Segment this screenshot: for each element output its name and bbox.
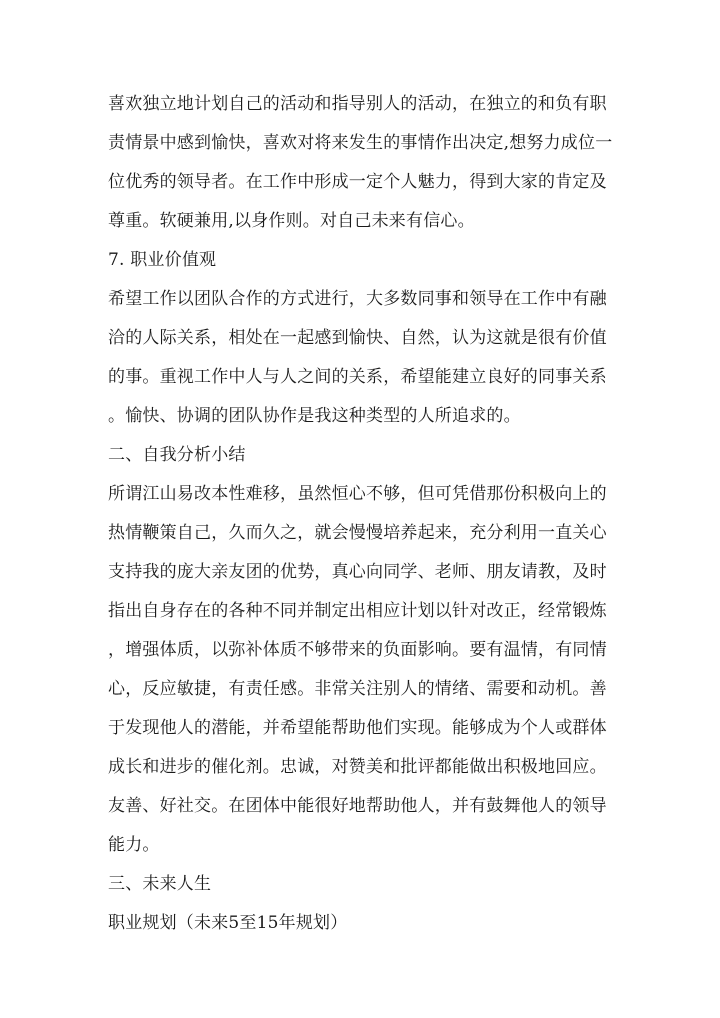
- text-line: 喜欢独立地计划自己的活动和指导别人的活动，在独立的和负有职: [108, 94, 607, 114]
- section-heading: 7. 职业价值观: [108, 250, 217, 270]
- text-line: 心，反应敏捷，有责任感。非常关注别人的情绪、需要和动机。善: [108, 679, 607, 699]
- section-heading: 二、自我分析小结: [108, 445, 246, 465]
- text-line: 于发现他人的潜能，并希望能帮助他们实现。能够成为个人或群体: [108, 718, 607, 738]
- text-line: 位优秀的领导者。在工作中形成一定个人魅力，得到大家的肯定及: [108, 172, 607, 192]
- text-line: 支持我的庞大亲友团的优势，真心向同学、老师、朋友请教，及时: [108, 562, 607, 582]
- text-line: ，增强体质，以弥补体质不够带来的负面影响。要有温情，有同情: [108, 640, 607, 660]
- text-line: 指出自身存在的各种不同并制定出相应计划以针对改正，经常锻炼: [108, 601, 607, 621]
- text-line: 所谓江山易改本性难移，虽然恒心不够，但可凭借那份积极向上的: [108, 484, 607, 504]
- text-line: 责情景中感到愉快，喜欢对将来发生的事情作出决定,想努力成位一: [108, 133, 613, 153]
- text-line: 尊重。软硬兼用,以身作则。对自己未来有信心。: [108, 211, 475, 231]
- subsection-heading: 职业规划（未来5至15年规划）: [108, 913, 348, 933]
- text-line: 的事。重视工作中人与人之间的关系，希望能建立良好的同事关系: [108, 367, 607, 387]
- text-line: 热情鞭策自己，久而久之，就会慢慢培养起来，充分利用一直关心: [108, 523, 607, 543]
- text-line: 。愉快、协调的团队协作是我这种类型的人所追求的。: [108, 406, 521, 426]
- section-heading: 三、未来人生: [108, 874, 212, 894]
- text-line: 希望工作以团队合作的方式进行，大多数同事和领导在工作中有融: [108, 289, 607, 309]
- text-line: 能力。: [108, 835, 160, 855]
- text-line: 成长和进步的催化剂。忠诚，对赞美和批评都能做出积极地回应。: [108, 757, 607, 777]
- text-line: 友善、好社交。在团体中能很好地帮助他人，并有鼓舞他人的领导: [108, 796, 607, 816]
- text-line: 洽的人际关系，相处在一起感到愉快、自然，认为这就是很有价值: [108, 328, 607, 348]
